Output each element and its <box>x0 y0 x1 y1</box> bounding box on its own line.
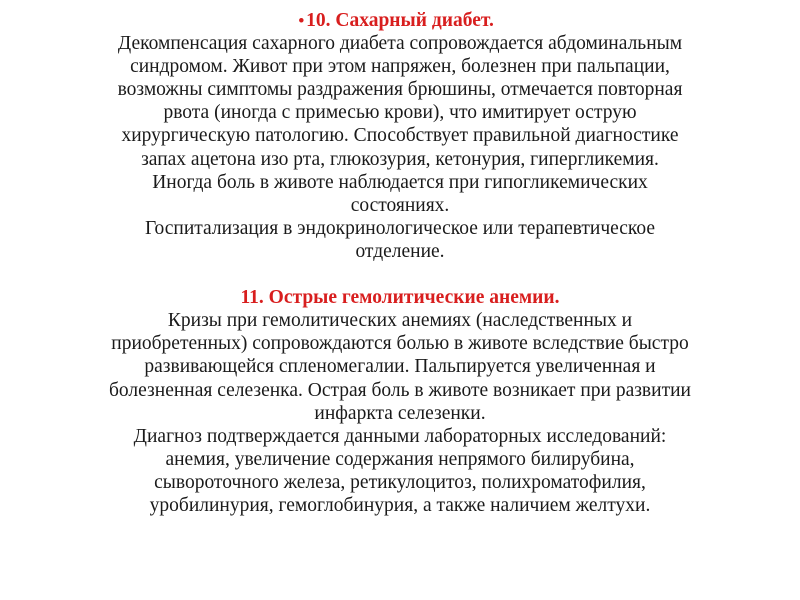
bullet-marker: • <box>298 11 305 32</box>
body-line: синдромом. Живот при этом напряжен, болезнен при пальпации, <box>130 56 670 78</box>
body-line: болезненная селезенка. Острая боль в животе возникает при развитии <box>109 379 691 401</box>
body-line: уробилинурия, гемоглобинурия, а также наличием желтухи. <box>149 494 651 516</box>
body-line: инфаркта селезенки. <box>314 402 486 424</box>
body-line: приобретенных) сопровождаются болью в животе вследствие быстро <box>111 333 689 355</box>
body-line: состояниях. <box>350 194 450 216</box>
body-line: хирургическую патологию. Способствует правильной диагностике <box>121 125 679 147</box>
section-spacer <box>50 263 750 286</box>
body-line: отделение. <box>355 240 445 262</box>
section-heading-hemolytic-anemia: 11. Острые гемолитические анемии. <box>240 287 560 309</box>
slide-content <box>50 9 750 517</box>
body-line: Госпитализация в эндокринологическое или терапевтическое <box>144 217 656 239</box>
body-line: Диагноз подтверждается данными лабораторных исследований: <box>133 425 667 447</box>
body-line: запах ацетона изо рта, глюкозурия, кетонурия, гипергликемия. <box>141 148 659 170</box>
body-line: Иногда боль в животе наблюдается при гипогликемических <box>152 171 648 193</box>
body-line: сывороточного железа, ретикулоцитоз, полихроматофилия, <box>154 471 646 493</box>
section-heading-diabetes: 10. Сахарный диабет. <box>306 10 494 31</box>
body-line: анемия, увеличение содержания непрямого билирубина, <box>165 448 635 470</box>
body-line: возможны симптомы раздражения брюшины, отмечается повторная <box>117 79 683 101</box>
body-line: развивающейся спленомегалии. Пальпируется увеличенная и <box>144 356 656 378</box>
body-line: Кризы при гемолитических анемиях (наследственных и <box>167 310 633 332</box>
body-line: Декомпенсация сахарного диабета сопровождается абдоминальным <box>117 33 683 55</box>
body-line: рвота (иногда с примесью крови), что имитирует острую <box>163 102 637 124</box>
